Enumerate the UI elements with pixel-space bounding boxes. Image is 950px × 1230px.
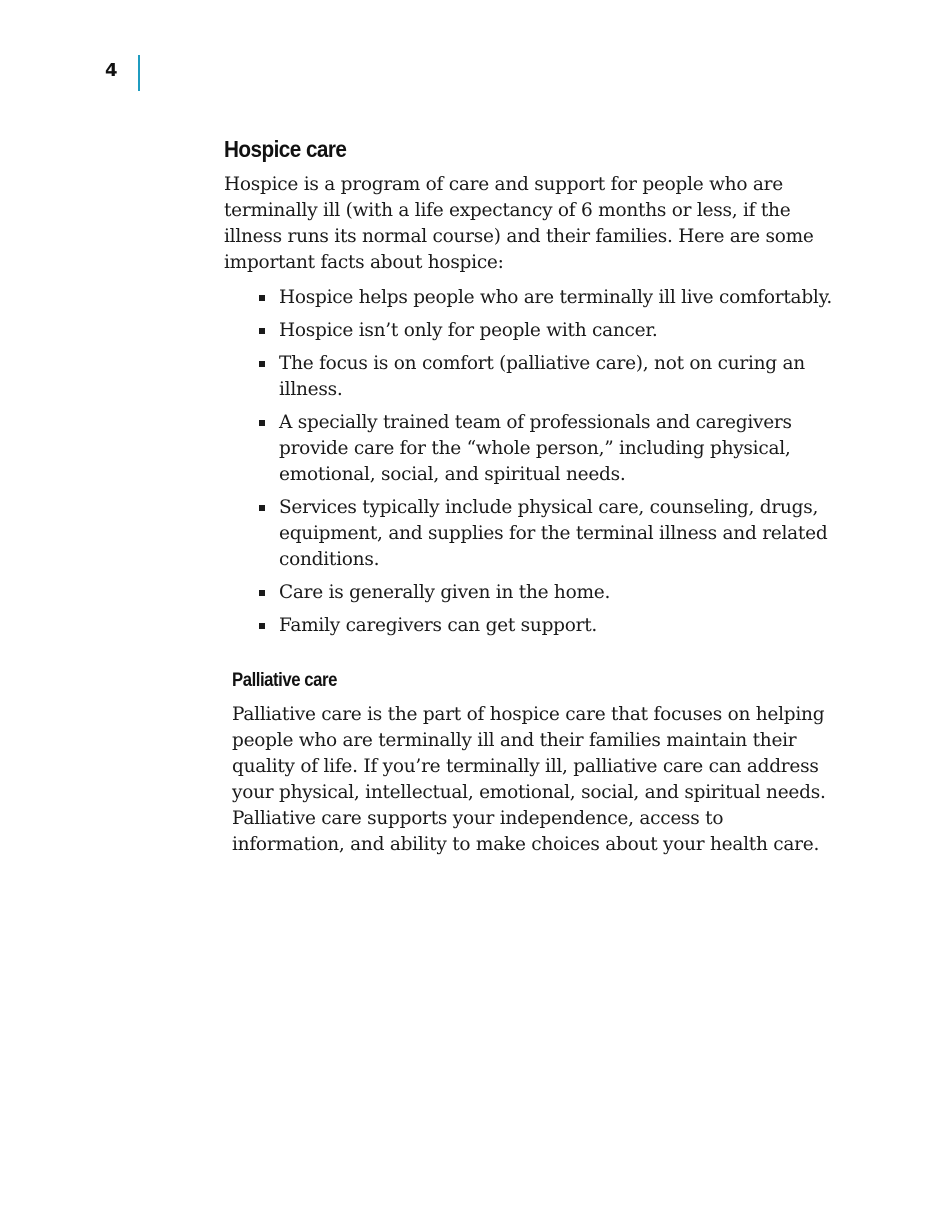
list-item: Services typically include physical care, counseling, drugs, equipment, and supplies for the terminal illness and related conditions. xyxy=(279,495,839,573)
sub-heading-palliative-care: Palliative care xyxy=(232,670,337,691)
page-number-divider xyxy=(138,55,140,91)
list-item: Family caregivers can get support. xyxy=(279,613,839,639)
list-item: Care is generally given in the home. xyxy=(279,580,839,606)
palliative-care-section xyxy=(232,670,839,858)
square-bullet-icon xyxy=(259,590,265,596)
square-bullet-icon xyxy=(259,361,265,367)
list-item: A specially trained team of professionals and caregivers provide care for the “whole person,” including physical, emotional, social, and spiritual needs. xyxy=(279,410,839,488)
page-number: 4 xyxy=(105,60,118,81)
list-item: The focus is on comfort (palliative care), not on curing an illness. xyxy=(279,351,839,403)
list-item: Hospice helps people who are terminally ill live comfortably. xyxy=(279,285,839,311)
main-content xyxy=(224,136,839,858)
hospice-intro-paragraph: Hospice is a program of care and support for people who are terminally ill (with a life expectancy of 6 months or less, if the illness runs its normal course) and their families. Here are some important facts about hospice: xyxy=(224,174,814,273)
square-bullet-icon xyxy=(259,505,265,511)
palliative-paragraph: Palliative care is the part of hospice care that focuses on helping people who are terminally ill and their families maintain their quality of life. If you’re terminally ill, palliative care can address your physical, intellectual, emotional, social, and spiritual needs. Palliative care supports your independence, access to information, and ability to make choices about your health care. xyxy=(232,704,826,855)
square-bullet-icon xyxy=(259,420,265,426)
list-item: Hospice isn’t only for people with cancer. xyxy=(279,318,839,344)
square-bullet-icon xyxy=(259,295,265,301)
section-heading-hospice-care: Hospice care xyxy=(224,136,347,162)
square-bullet-icon xyxy=(259,328,265,334)
hospice-facts-list xyxy=(224,285,839,639)
square-bullet-icon xyxy=(259,623,265,629)
